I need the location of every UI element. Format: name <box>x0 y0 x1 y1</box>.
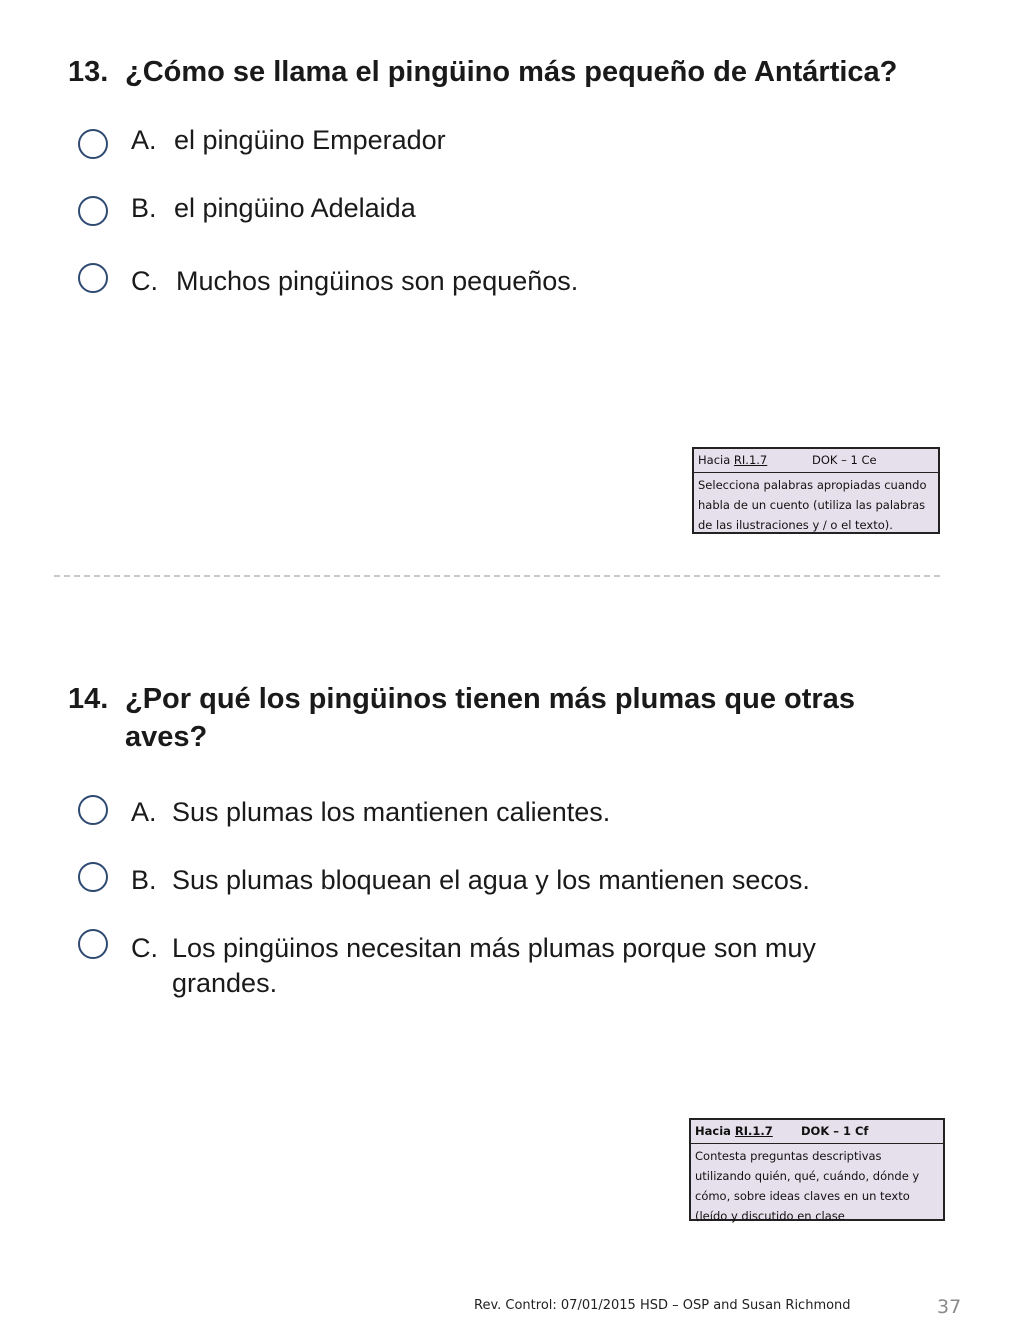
q13-option-b-radio[interactable] <box>78 196 108 226</box>
q14-option-b-letter: B. <box>131 865 157 895</box>
q14-standard-dok: DOK – 1 Cf <box>801 1124 869 1138</box>
q13-standard-box <box>692 447 940 534</box>
q13-option-a-radio[interactable] <box>78 129 108 159</box>
q14-option-a-text: Sus plumas los mantienen calientes. <box>172 797 611 827</box>
q14-option-c-letter: C. <box>131 933 158 963</box>
q14-standard-description: Contesta preguntas descriptivas utilizando quién, qué, cuándo, dónde y cómo, sobre ideas claves en un texto (leído y discutido en clase <box>695 1149 920 1223</box>
q14-option-a-letter: A. <box>131 797 157 827</box>
q13-standard-header <box>694 449 938 473</box>
question-13-text: ¿Cómo se llama el pingüino más pequeño de Antártica? <box>125 56 898 88</box>
q14-option-b-radio[interactable] <box>78 862 108 892</box>
q13-option-a-text: el pingüino Emperador <box>174 125 446 155</box>
question-14-text: ¿Por qué los pingüinos tienen más plumas que otras aves? <box>125 683 855 753</box>
q13-option-b-text: el pingüino Adelaida <box>174 193 416 223</box>
q13-standard-description: Selecciona palabras apropiadas cuando habla de un cuento (utiliza las palabras de las ilustraciones y / o el texto). <box>698 478 927 532</box>
q13-option-b-letter: B. <box>131 193 157 223</box>
page-number: 37 <box>937 1296 962 1318</box>
q14-standard-header <box>691 1120 943 1144</box>
q13-option-c-text: Muchos pingüinos son pequeños. <box>176 266 579 296</box>
section-divider <box>54 575 940 577</box>
question-13-number: 13. <box>68 56 109 88</box>
q14-standard-prefix: Hacia <box>695 1124 731 1138</box>
q13-option-c-letter: C. <box>131 266 158 296</box>
q14-option-b-text: Sus plumas bloquean el agua y los mantienen secos. <box>172 865 810 895</box>
question-14-number: 14. <box>68 683 109 715</box>
q14-option-c-text: Los pingüinos necesitan más plumas porque son muy grandes. <box>172 933 816 998</box>
q13-option-a-letter: A. <box>131 125 157 155</box>
q13-option-c-radio[interactable] <box>78 263 108 293</box>
q14-option-c-radio[interactable] <box>78 929 108 959</box>
q14-standard-code: RI.1.7 <box>734 1124 773 1138</box>
footer-revision: Rev. Control: 07/01/2015 HSD – OSP and Susan Richmond <box>474 1298 851 1313</box>
q14-option-a-radio[interactable] <box>78 795 108 825</box>
q14-standard-box <box>689 1118 945 1221</box>
q13-standard-dok: DOK – 1 Ce <box>812 453 877 467</box>
q13-standard-code: RI.1.7 <box>733 453 768 467</box>
q13-standard-prefix: Hacia <box>698 453 731 467</box>
